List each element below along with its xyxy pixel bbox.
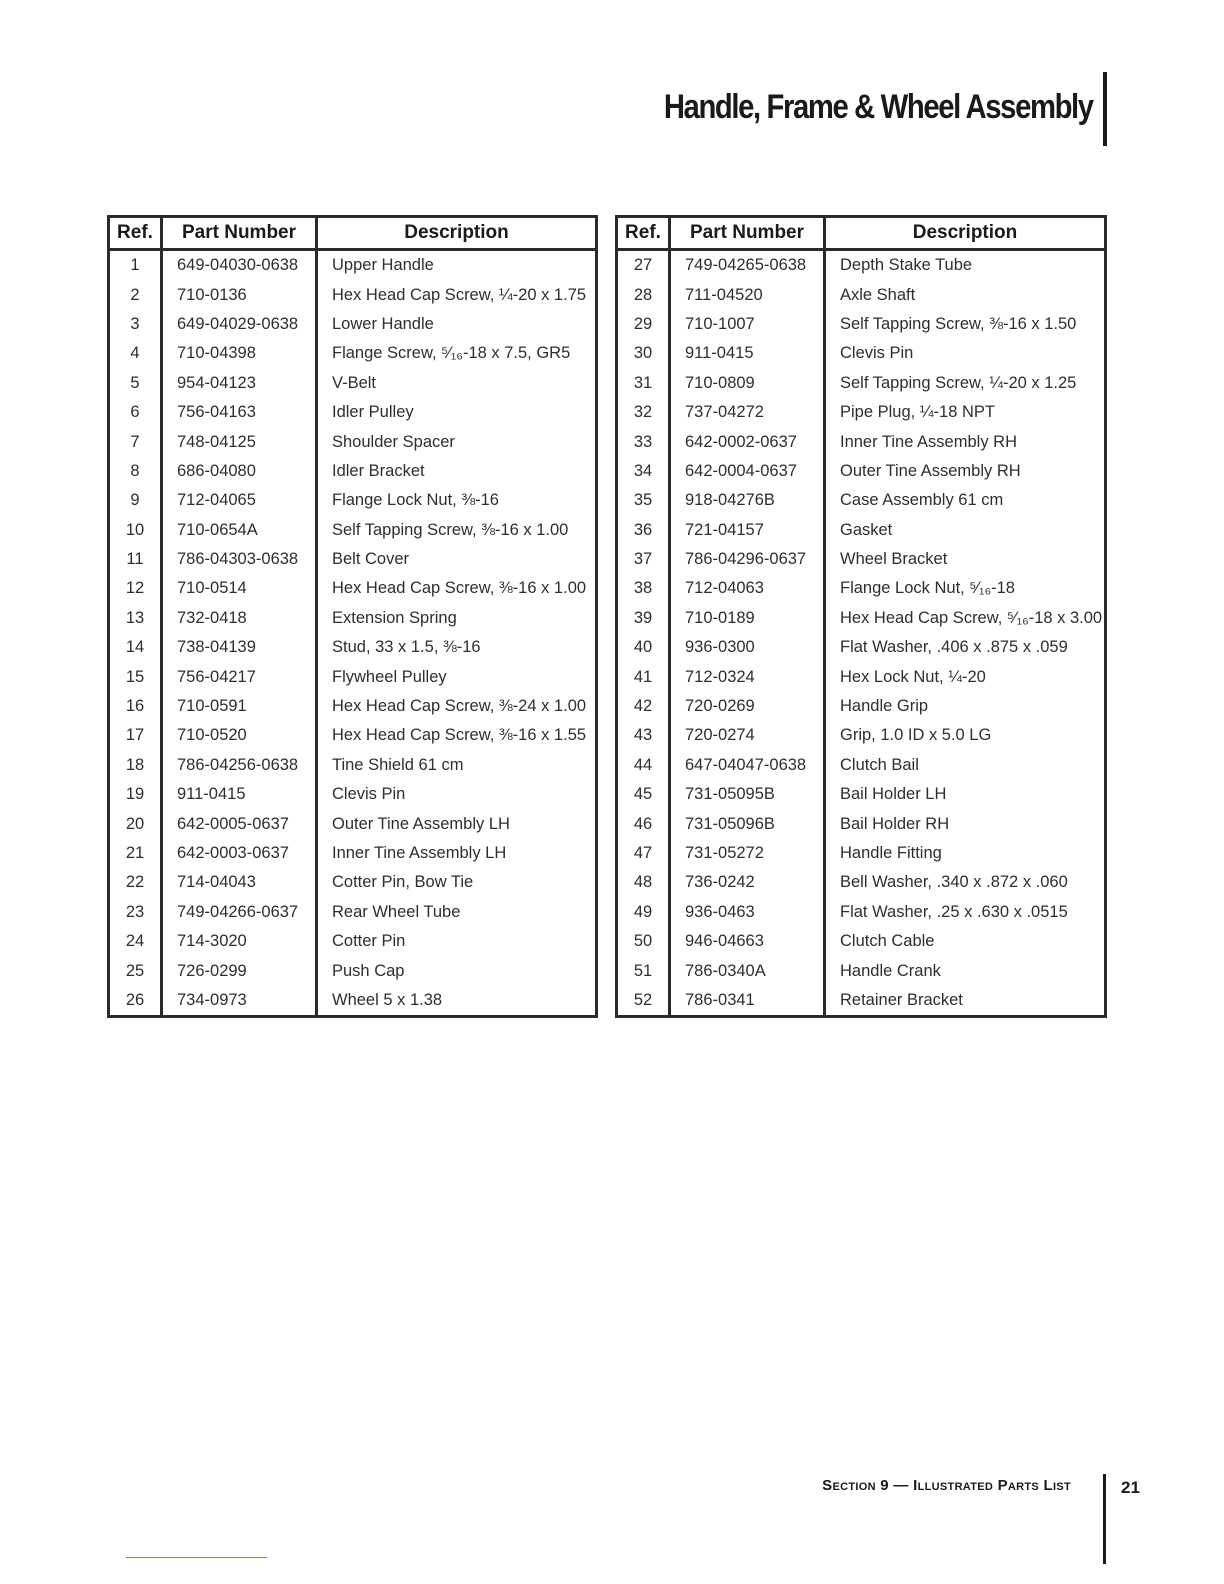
description-cell: Inner Tine Assembly RH [840, 432, 1017, 451]
ref-cell: 6 [109, 398, 162, 427]
part-number-cell: 918-04276B [670, 486, 825, 515]
description-cell: Lower Handle [332, 314, 434, 333]
ref-cell: 14 [109, 633, 162, 662]
parts-table-right-body [617, 250, 1106, 1017]
part-number-cell: 786-04256-0638 [162, 751, 317, 780]
ref-cell: 29 [617, 310, 670, 339]
part-number-cell: 786-0340A [670, 956, 825, 985]
part-number-cell: 642-0004-0637 [670, 457, 825, 486]
ref-cell: 45 [617, 780, 670, 809]
part-number-cell: 642-0005-0637 [162, 809, 317, 838]
footer-divider [1103, 1474, 1106, 1564]
part-number-cell: 911-0415 [670, 339, 825, 368]
table-row [109, 310, 597, 339]
description-cell: Handle Fitting [840, 844, 942, 862]
table-row [617, 604, 1106, 633]
description-cell: Push Cap [332, 961, 405, 980]
ref-cell: 33 [617, 427, 670, 456]
table-row [617, 692, 1106, 721]
description-header: Description [825, 217, 1106, 250]
part-number-cell: 786-04303-0638 [162, 545, 317, 574]
ref-cell: 52 [617, 986, 670, 1017]
ref-cell: 11 [109, 545, 162, 574]
table-row [109, 956, 597, 985]
table-row [109, 662, 597, 691]
description-cell: Hex Head Cap Screw, ⅜-24 x 1.00 [332, 697, 587, 716]
description-cell: Axle Shaft [840, 285, 916, 304]
table-row [617, 898, 1106, 927]
ref-cell: 12 [109, 574, 162, 603]
description-cell: Hex Lock Nut, ¼-20 [840, 667, 986, 686]
part-number-cell: 710-0136 [162, 280, 317, 309]
ref-cell: 36 [617, 516, 670, 545]
ref-cell: 22 [109, 868, 162, 897]
table-row [617, 545, 1106, 574]
description-cell: Bail Holder LH [840, 785, 947, 804]
table-row [109, 427, 597, 456]
ref-cell: 42 [617, 692, 670, 721]
table-header-row [617, 217, 1106, 250]
table-row [617, 809, 1106, 838]
table-row [617, 486, 1106, 515]
ref-cell: 23 [109, 898, 162, 927]
table-row [109, 868, 597, 897]
part-number-cell: 642-0002-0637 [670, 427, 825, 456]
table-row [617, 751, 1106, 780]
part-number-cell: 712-04065 [162, 486, 317, 515]
table-row [617, 427, 1106, 456]
part-number-cell: 714-04043 [162, 868, 317, 897]
ref-cell: 37 [617, 545, 670, 574]
ref-cell: 28 [617, 280, 670, 309]
part-number-cell: 749-04265-0638 [670, 250, 825, 281]
part-number-cell: 732-0418 [162, 604, 317, 633]
table-row [617, 280, 1106, 309]
parts-table-left-body [109, 250, 597, 1017]
ref-cell: 39 [617, 604, 670, 633]
title-divider [1103, 72, 1107, 146]
table-row [617, 780, 1106, 809]
table-row [617, 956, 1106, 985]
part-number-cell: 647-04047-0638 [670, 751, 825, 780]
description-cell: Handle Grip [840, 697, 929, 716]
description-cell: Clevis Pin [332, 785, 406, 804]
table-row [617, 398, 1106, 427]
description-cell: Handle Crank [840, 961, 941, 980]
table-row [109, 633, 597, 662]
part-number-cell: 749-04266-0637 [162, 898, 317, 927]
ref-cell: 2 [109, 280, 162, 309]
table-row [109, 339, 597, 368]
part-number-cell: 738-04139 [162, 633, 317, 662]
part-number-cell: 712-0324 [670, 662, 825, 691]
part-number-cell: 721-04157 [670, 516, 825, 545]
part-number-cell: 936-0463 [670, 898, 825, 927]
description-cell: Flange Screw, ⁵⁄₁₆-18 x 7.5, GR5 [332, 344, 571, 363]
description-cell: Clutch Bail [840, 755, 919, 774]
part-number-cell: 736-0242 [670, 868, 825, 897]
footnote-rule [126, 1557, 267, 1558]
description-cell: Flywheel Pulley [332, 667, 447, 686]
table-row [109, 604, 597, 633]
description-cell: Depth Stake Tube [840, 256, 973, 275]
description-cell: Flange Lock Nut, ⁵⁄₁₆-18 [840, 579, 1015, 598]
ref-cell: 34 [617, 457, 670, 486]
part-number-cell: 710-0189 [670, 604, 825, 633]
part-number-cell: 954-04123 [162, 369, 317, 398]
ref-cell: 43 [617, 721, 670, 750]
description-cell: Gasket [840, 520, 893, 539]
part-number-cell: 720-0274 [670, 721, 825, 750]
ref-cell: 4 [109, 339, 162, 368]
description-cell: Inner Tine Assembly LH [332, 844, 507, 862]
ref-cell: 51 [617, 956, 670, 985]
table-row [617, 457, 1106, 486]
part-number-cell: 737-04272 [670, 398, 825, 427]
part-number-cell: 710-0520 [162, 721, 317, 750]
table-row [617, 633, 1106, 662]
page-title: Handle, Frame & Wheel Assembly [664, 88, 1093, 126]
description-cell: Bail Holder RH [840, 814, 950, 833]
ref-cell: 27 [617, 250, 670, 281]
description-cell: Clevis Pin [840, 344, 914, 363]
ref-cell: 16 [109, 692, 162, 721]
table-row [109, 486, 597, 515]
page-number: 21 [1121, 1478, 1140, 1497]
description-cell: Flange Lock Nut, ⅜-16 [332, 491, 499, 510]
description-cell: Stud, 33 x 1.5, ⅜-16 [332, 638, 481, 657]
table-row [617, 986, 1106, 1017]
part-number-cell: 756-04217 [162, 662, 317, 691]
table-row [617, 839, 1106, 868]
part-number-cell: 734-0973 [162, 986, 317, 1017]
table-row [109, 809, 597, 838]
part-number-cell: 720-0269 [670, 692, 825, 721]
ref-header: Ref. [617, 217, 670, 250]
table-row [617, 310, 1106, 339]
table-header-row [109, 217, 597, 250]
part-number-cell: 756-04163 [162, 398, 317, 427]
table-row [109, 927, 597, 956]
description-cell: Retainer Bracket [840, 990, 963, 1009]
description-cell: Outer Tine Assembly LH [332, 814, 510, 833]
part-number-cell: 710-1007 [670, 310, 825, 339]
table-row [109, 839, 597, 868]
ref-cell: 21 [109, 839, 162, 868]
part-number-cell: 714-3020 [162, 927, 317, 956]
table-row [617, 339, 1106, 368]
table-row [109, 986, 597, 1017]
ref-cell: 9 [109, 486, 162, 515]
description-cell: Hex Head Cap Screw, ⁵⁄₁₆-18 x 3.00 [840, 608, 1103, 627]
ref-cell: 31 [617, 369, 670, 398]
section-footer [822, 1477, 1071, 1494]
ref-cell: 17 [109, 721, 162, 750]
ref-header: Ref. [109, 217, 162, 250]
table-row [109, 369, 597, 398]
ref-cell: 41 [617, 662, 670, 691]
table-row [109, 721, 597, 750]
section-footer-text: Section 9 — Illustrated Parts List [822, 1477, 1071, 1494]
ref-cell: 25 [109, 956, 162, 985]
table-row [109, 692, 597, 721]
ref-cell: 8 [109, 457, 162, 486]
description-cell: Cotter Pin, Bow Tie [332, 873, 474, 892]
part-number-cell: 731-05095B [670, 780, 825, 809]
table-row [617, 927, 1106, 956]
table-row [109, 898, 597, 927]
part-number-cell: 731-05272 [670, 839, 825, 868]
ref-cell: 32 [617, 398, 670, 427]
part-number-cell: 649-04029-0638 [162, 310, 317, 339]
description-cell: Hex Head Cap Screw, ⅜-16 x 1.00 [332, 579, 587, 598]
description-cell: Outer Tine Assembly RH [840, 461, 1021, 480]
table-row [617, 250, 1106, 281]
table-row [109, 780, 597, 809]
ref-cell: 19 [109, 780, 162, 809]
ref-cell: 18 [109, 751, 162, 780]
description-cell: Grip, 1.0 ID x 5.0 LG [840, 726, 992, 745]
ref-cell: 10 [109, 516, 162, 545]
ref-cell: 48 [617, 868, 670, 897]
ref-cell: 44 [617, 751, 670, 780]
description-cell: Extension Spring [332, 608, 457, 627]
description-cell: Self Tapping Screw, ¼-20 x 1.25 [840, 373, 1077, 392]
part-number-cell: 649-04030-0638 [162, 250, 317, 281]
description-cell: Upper Handle [332, 256, 434, 275]
table-row [617, 721, 1106, 750]
ref-cell: 46 [617, 809, 670, 838]
description-cell: Shoulder Spacer [332, 432, 455, 451]
description-cell: Case Assembly 61 cm [840, 491, 1004, 510]
ref-cell: 47 [617, 839, 670, 868]
part-number-cell: 731-05096B [670, 809, 825, 838]
description-cell: Cotter Pin [332, 932, 406, 951]
table-row [109, 574, 597, 603]
ref-cell: 35 [617, 486, 670, 515]
ref-cell: 50 [617, 927, 670, 956]
table-row [617, 868, 1106, 897]
part-number-cell: 686-04080 [162, 457, 317, 486]
description-cell: Pipe Plug, ¼-18 NPT [840, 403, 995, 422]
table-row [109, 751, 597, 780]
ref-cell: 7 [109, 427, 162, 456]
parts-table-left [107, 215, 598, 1018]
part-number-cell: 710-04398 [162, 339, 317, 368]
table-row [617, 574, 1106, 603]
ref-cell: 26 [109, 986, 162, 1017]
description-header: Description [317, 217, 597, 250]
part-number-header: Part Number [162, 217, 317, 250]
description-cell: Self Tapping Screw, ⅜-16 x 1.00 [332, 520, 569, 539]
parts-table-right [615, 215, 1107, 1018]
description-cell: Wheel Bracket [840, 550, 948, 569]
table-row [617, 369, 1106, 398]
ref-cell: 20 [109, 809, 162, 838]
part-number-cell: 911-0415 [162, 780, 317, 809]
description-cell: Self Tapping Screw, ⅜-16 x 1.50 [840, 314, 1077, 333]
table-row [109, 457, 597, 486]
part-number-cell: 710-0809 [670, 369, 825, 398]
table-row [109, 516, 597, 545]
part-number-header: Part Number [670, 217, 825, 250]
part-number-cell: 936-0300 [670, 633, 825, 662]
description-cell: V-Belt [332, 373, 377, 392]
description-cell: Idler Pulley [332, 403, 414, 422]
ref-cell: 5 [109, 369, 162, 398]
description-cell: Hex Head Cap Screw, ⅜-16 x 1.55 [332, 726, 587, 745]
part-number-cell: 946-04663 [670, 927, 825, 956]
ref-cell: 38 [617, 574, 670, 603]
table-row [109, 398, 597, 427]
description-cell: Flat Washer, .406 x .875 x .059 [840, 638, 1068, 657]
table-row [617, 516, 1106, 545]
description-cell: Wheel 5 x 1.38 [332, 990, 443, 1009]
ref-cell: 40 [617, 633, 670, 662]
part-number-cell: 711-04520 [670, 280, 825, 309]
ref-cell: 24 [109, 927, 162, 956]
ref-cell: 15 [109, 662, 162, 691]
ref-cell: 1 [109, 250, 162, 281]
description-cell: Belt Cover [332, 550, 410, 569]
description-cell: Idler Bracket [332, 461, 425, 480]
part-number-cell: 786-04296-0637 [670, 545, 825, 574]
part-number-cell: 710-0591 [162, 692, 317, 721]
part-number-cell: 710-0654A [162, 516, 317, 545]
part-number-cell: 642-0003-0637 [162, 839, 317, 868]
description-cell: Flat Washer, .25 x .630 x .0515 [840, 902, 1068, 921]
ref-cell: 13 [109, 604, 162, 633]
table-row [617, 662, 1106, 691]
table-row [109, 545, 597, 574]
description-cell: Hex Head Cap Screw, ¼-20 x 1.75 [332, 285, 587, 304]
part-number-cell: 786-0341 [670, 986, 825, 1017]
part-number-cell: 712-04063 [670, 574, 825, 603]
ref-cell: 49 [617, 898, 670, 927]
ref-cell: 30 [617, 339, 670, 368]
part-number-cell: 710-0514 [162, 574, 317, 603]
table-row [109, 280, 597, 309]
table-row [109, 250, 597, 281]
ref-cell: 3 [109, 310, 162, 339]
part-number-cell: 748-04125 [162, 427, 317, 456]
description-cell: Bell Washer, .340 x .872 x .060 [840, 873, 1068, 892]
description-cell: Rear Wheel Tube [332, 902, 461, 921]
description-cell: Tine Shield 61 cm [332, 755, 464, 774]
description-cell: Clutch Cable [840, 932, 935, 951]
part-number-cell: 726-0299 [162, 956, 317, 985]
